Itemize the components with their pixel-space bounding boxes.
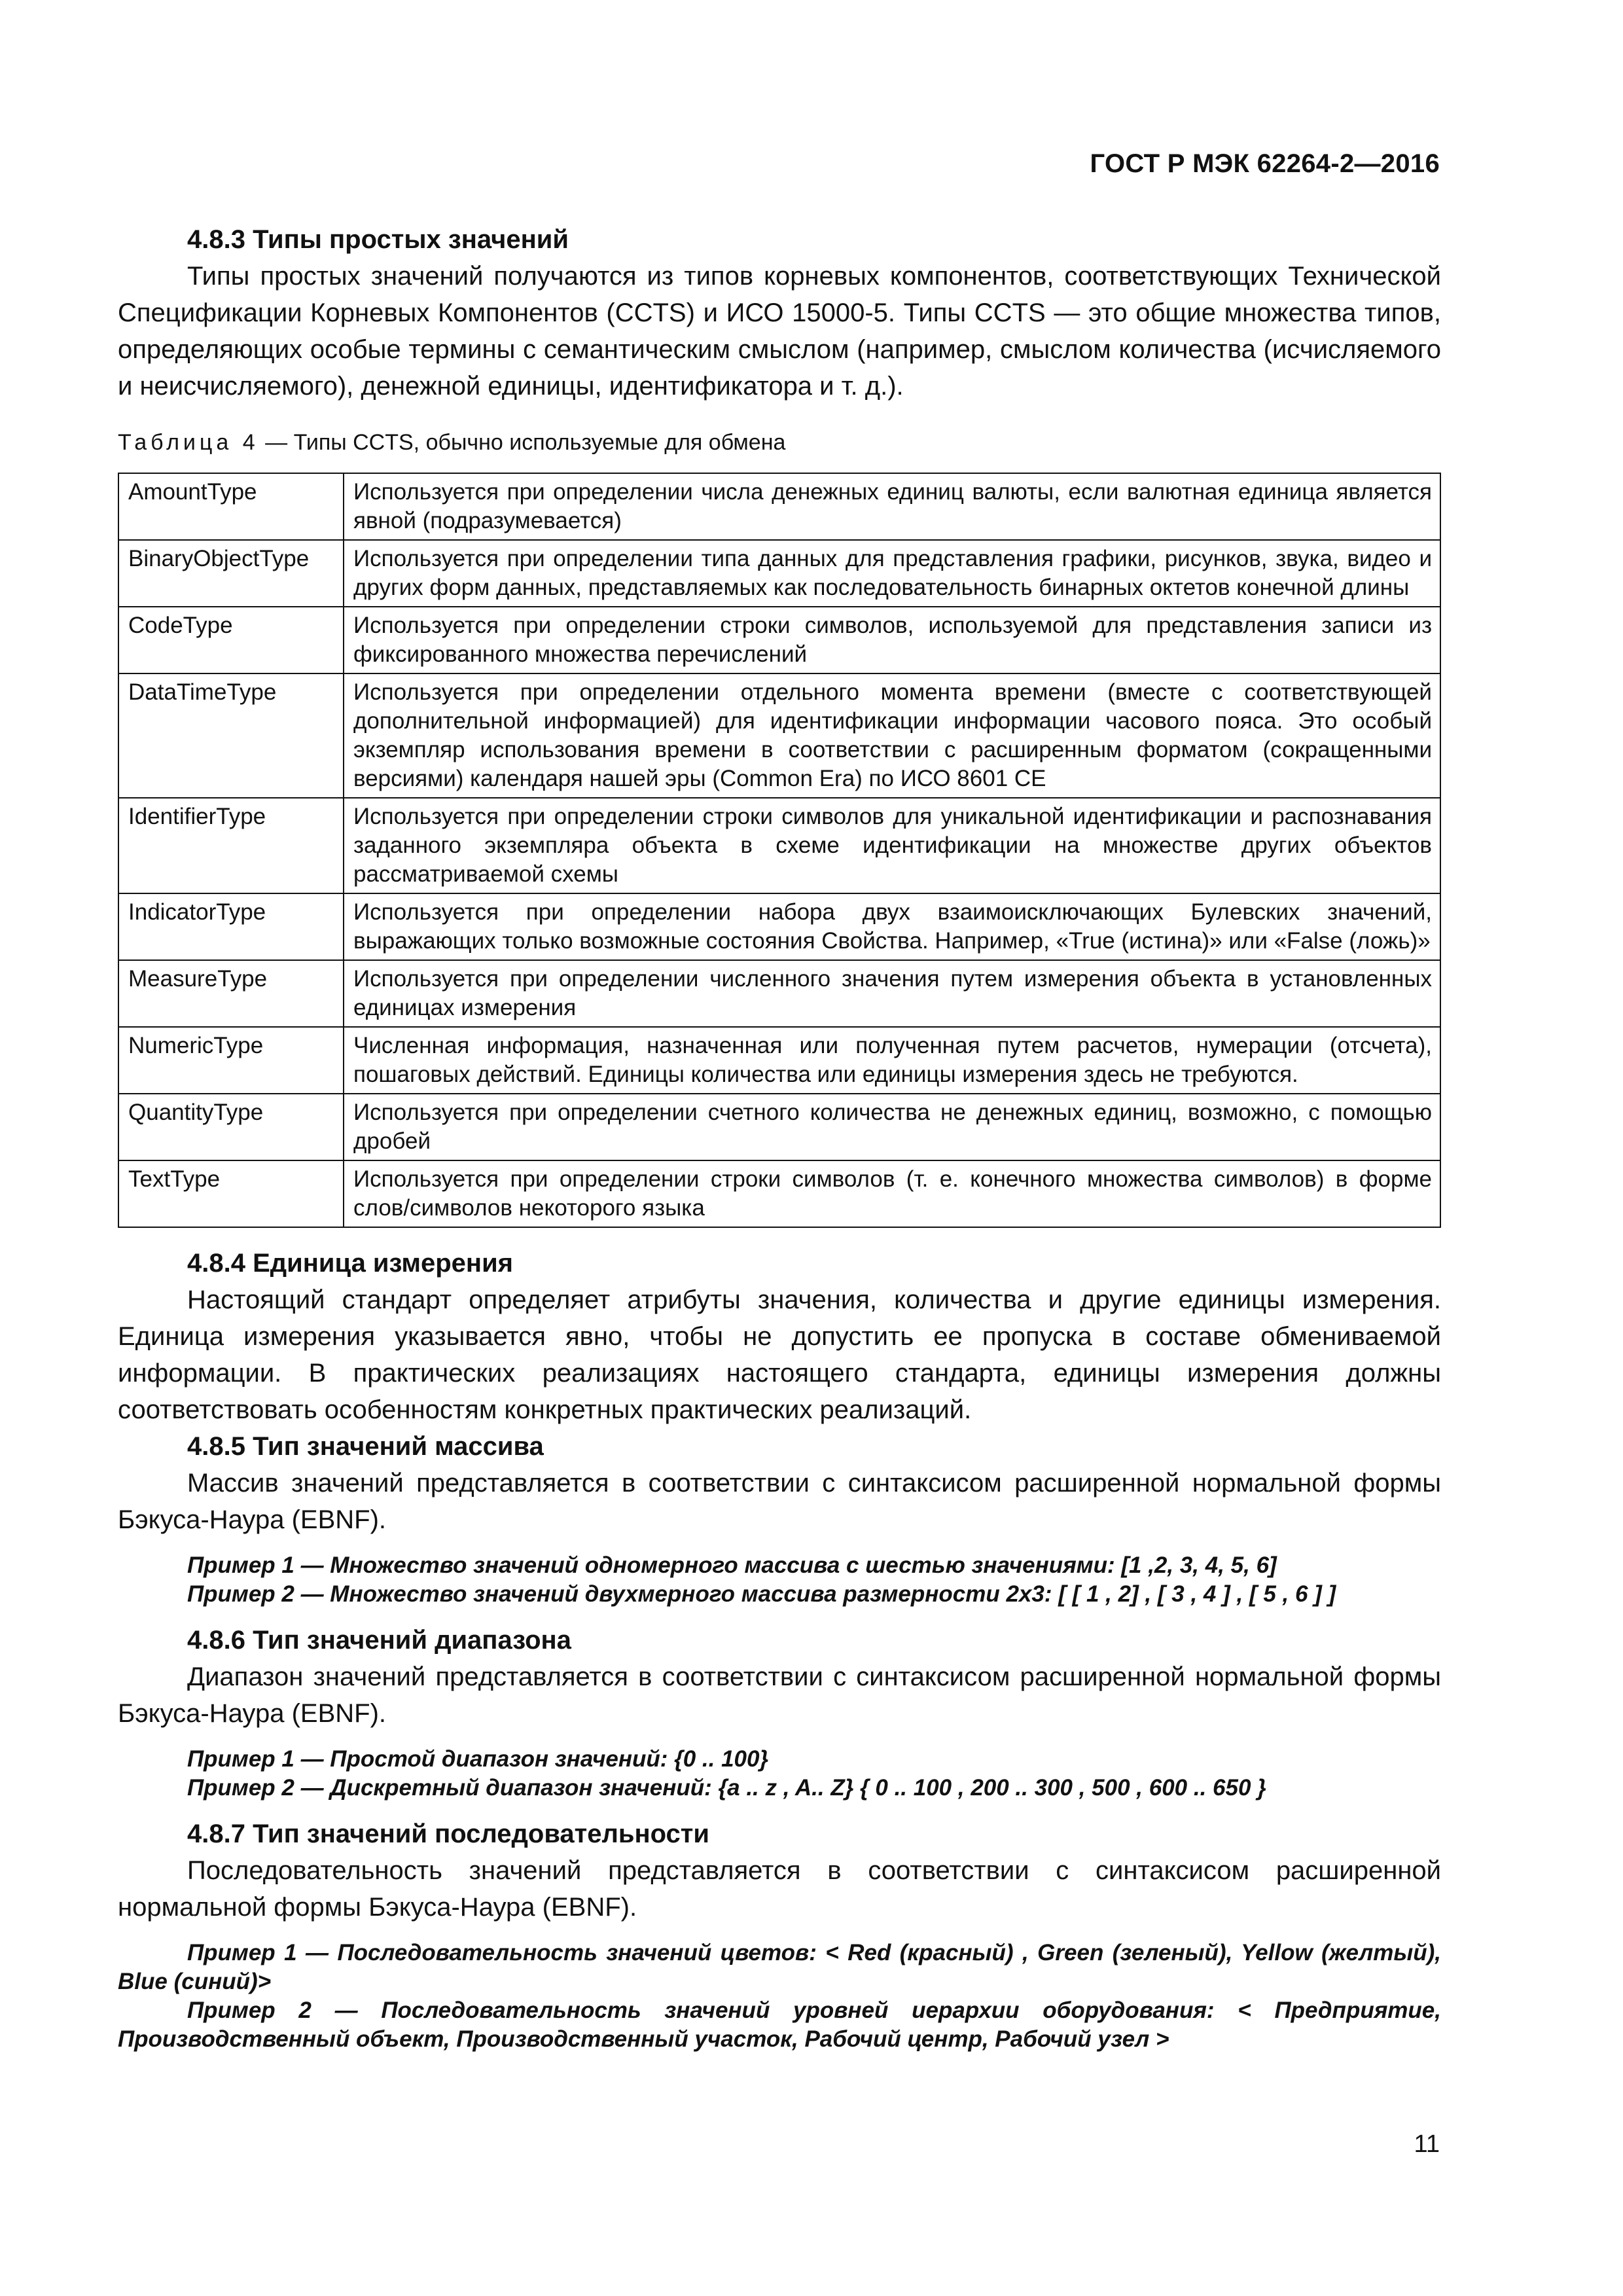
- section-paragraph: Последовательность значений представляется в соответствии с синтаксисом расширенной нормальной формы Бэкуса-Наура (EBNF).: [118, 1856, 1441, 1922]
- document-id: ГОСТ Р МЭК 62264-2—2016: [1090, 149, 1440, 178]
- type-cell: DataTimeType: [118, 673, 344, 798]
- type-cell: NumericType: [118, 1027, 344, 1094]
- example-line: Пример 1 — Множество значений одномерного массива с шестью значениями: [1 ,2, 3, 4, 5, 6]: [187, 1552, 1277, 1578]
- section-4-8-5: [118, 1428, 1441, 1609]
- description-cell: Численная информация, назначенная или полученная путем расчетов, нумерации (отсчета), пошаговых действий. Единицы количества или единицы измерения здесь не требуются.: [344, 1027, 1440, 1094]
- ccts-types-table: [118, 473, 1441, 1228]
- type-cell: MeasureType: [118, 960, 344, 1027]
- description-cell: Используется при определении счетного количества не денежных единиц, возможно, с помощью дробей: [344, 1094, 1440, 1160]
- examples-block: [118, 1551, 1441, 1609]
- section-4-8-6: [118, 1622, 1441, 1803]
- table-row: [118, 960, 1440, 1027]
- section-paragraph: Массив значений представляется в соответствии с синтаксисом расширенной нормальной формы Бэкуса-Наура (EBNF).: [118, 1469, 1441, 1534]
- section-paragraph: Настоящий стандарт определяет атрибуты значения, количества и другие единицы измерения. Единица измерения указывается явно, чтобы не допустить ее пропуска в составе обмениваемой информации. В практических реализациях настоящего стандарта, единицы измерения должны соответствовать особенностям конкретных практических реализаций.: [118, 1285, 1441, 1424]
- table-row: [118, 1160, 1440, 1227]
- section-heading: 4.8.4 Единица измерения: [187, 1249, 514, 1278]
- description-cell: Используется при определении строки символов (т. е. конечного множества символов) в форме слов/символов некоторого языка: [344, 1160, 1440, 1227]
- type-cell: QuantityType: [118, 1094, 344, 1160]
- type-cell: CodeType: [118, 607, 344, 673]
- section-4-8-7: [118, 1816, 1441, 2054]
- examples-block: [118, 1745, 1441, 1803]
- description-cell: Используется при определении строки символов для уникальной идентификации и распознавания заданного экземпляра объекта в схеме идентификации на множестве других объектов рассматриваемой схемы: [344, 798, 1440, 893]
- page-content: [118, 221, 1441, 2067]
- section-4-8-4: [118, 1245, 1441, 1428]
- table-row: [118, 473, 1440, 540]
- table-row: [118, 893, 1440, 960]
- section-heading: 4.8.3 Типы простых значений: [187, 225, 569, 254]
- description-cell: Используется при определении числа денежных единиц валюты, если валютная единица является явной (подразумевается): [344, 473, 1440, 540]
- type-cell: BinaryObjectType: [118, 540, 344, 607]
- description-cell: Используется при определении отдельного момента времени (вместе с соответствующей дополнительной информацией) для идентификации информации часового пояса. Это особый экземпляр использования времени в соответствии с расширенным форматом (сокращенными версиями) календаря нашей эры (Common Era) по ИСО 8601 CE: [344, 673, 1440, 798]
- description-cell: Используется при определении набора двух взаимоисключающих Булевских значений, выражающих только возможные состояния Свойства. Например, «True (истина)» или «False (ложь)»: [344, 893, 1440, 960]
- example-line: Пример 1 — Последовательность значений цветов: < Red (красный) , Green (зеленый), Yellow (желтый), Blue (синий)>: [118, 1940, 1441, 1994]
- description-cell: Используется при определении типа данных для представления графики, рисунков, звука, видео и других форм данных, представляемых как последовательность бинарных октетов конечной длины: [344, 540, 1440, 607]
- table-row: [118, 607, 1440, 673]
- type-cell: IndicatorType: [118, 893, 344, 960]
- section-heading: 4.8.6 Тип значений диапазона: [187, 1626, 571, 1655]
- table-row: [118, 540, 1440, 607]
- example-line: Пример 2 — Последовательность значений уровней иерархии оборудования: < Предприятие, Производственный объект, Производственный участок, Рабочий центр, Рабочий узел >: [118, 1998, 1441, 2052]
- section-paragraph: Диапазон значений представляется в соответствии с синтаксисом расширенной нормальной формы Бэкуса-Наура (EBNF).: [118, 1662, 1441, 1728]
- description-cell: Используется при определении численного значения путем измерения объекта в установленных единицах измерения: [344, 960, 1440, 1027]
- table-row: [118, 1027, 1440, 1094]
- description-cell: Используется при определении строки символов, используемой для представления записи из фиксированного множества перечислений: [344, 607, 1440, 673]
- table-row: [118, 673, 1440, 798]
- example-line: Пример 2 — Дискретный диапазон значений: {a .. z , A.. Z} { 0 .. 100 , 200 .. 300 , 500 , 600 .. 650 }: [187, 1775, 1266, 1801]
- type-cell: TextType: [118, 1160, 344, 1227]
- example-line: Пример 1 — Простой диапазон значений: {0 .. 100}: [187, 1746, 769, 1772]
- example-line: Пример 2 — Множество значений двухмерного массива размерности 2x3: [ [ 1 , 2] , [ 3 , 4 ] , [ 5 , 6 ] ]: [187, 1581, 1336, 1607]
- examples-block: [118, 1939, 1441, 2054]
- table-caption-text: — Типы CCTS, обычно используемые для обмена: [259, 430, 786, 455]
- type-cell: AmountType: [118, 473, 344, 540]
- table-row: [118, 1094, 1440, 1160]
- section-paragraph: Типы простых значений получаются из типов корневых компонентов, соответствующих Технической Спецификации Корневых Компонентов (CCTS) и ИСО 15000-5. Типы CCTS — это общие множества типов, определяющих особые термины с семантическим смыслом (например, смыслом количества (исчисляемого и неисчисляемого), денежной единицы, идентификатора и т. д.).: [118, 262, 1441, 401]
- table-caption-label: Таблица 4: [118, 430, 259, 455]
- type-cell: IdentifierType: [118, 798, 344, 893]
- section-heading: 4.8.5 Тип значений массива: [187, 1432, 544, 1461]
- section-4-8-3: [118, 221, 1441, 404]
- table-row: [118, 798, 1440, 893]
- page-number: 11: [1414, 2130, 1440, 2158]
- table-caption: [118, 427, 1441, 458]
- section-heading: 4.8.7 Тип значений последовательности: [187, 1820, 709, 1848]
